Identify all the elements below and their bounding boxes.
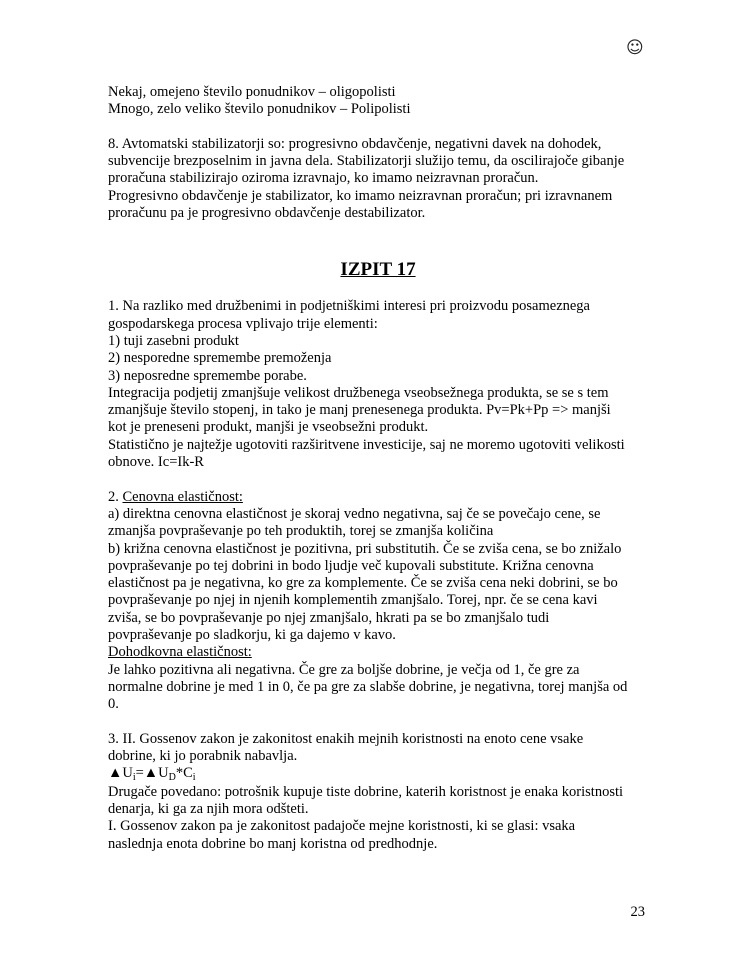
page-content: [108, 84, 648, 853]
text-line: denarja, ki ga za njih mora odšteti.: [108, 800, 309, 817]
q2-body: [108, 506, 648, 644]
text-line: Progresivno obdavčenje je stabilizator, ko imamo neizravnan proračun; pri izravnanem: [108, 187, 613, 204]
text-line: kot je preneseni produkt, manjši je vseobsežni produkt.: [108, 419, 429, 436]
q3-body: [108, 784, 648, 853]
text-line: naslednja enota dobrine bo manj koristna od predhodnje.: [108, 835, 438, 852]
paragraph-gap: [108, 119, 648, 136]
exam-heading-text: IZPIT 17: [340, 259, 416, 281]
formula-part: =▲U: [135, 765, 169, 782]
text-line: zmanjšuje število stopenj, in tako je manj prenesenega produkta. Pv=Pk+Pp => manjši: [108, 402, 611, 419]
q2-heading-underlined: Cenovna elastičnost:: [122, 488, 243, 505]
text-line: a) direktna cenovna elastičnost je skoraj vedno negativna, saj če se povečajo cene, se: [108, 505, 601, 522]
text-line: normalne dobrine je med 1 in 0, če pa gre za slabše dobrine, je negativna, torej manjša od: [108, 678, 628, 695]
text-line: proračuna stabilizirajo oziroma izravnajo, ko imamo neizravnan proračun.: [108, 170, 539, 187]
text-line: obnove. Ic=Ik-R: [108, 454, 204, 471]
formula-subscript: D: [168, 772, 176, 784]
text-line: zviša, se bo povpraševanje po njej zmanjšalo, hkrati pa se bo zmanjšalo tudi: [108, 609, 550, 626]
paragraph-q3-gossen: [108, 731, 648, 853]
text-line: povpraševanje po njej in njenih komplementih zmanjšalo. Torej, npr. če se cena kavi: [108, 592, 598, 609]
text-line: povpraševanje po tej dobrini in bodo ljudje več kupovali substitute. Križna cenovna: [108, 557, 594, 574]
paragraph-gap: [108, 471, 648, 488]
text-line: 0.: [108, 696, 119, 713]
text-line: povpraševanje po sladkorju, ki ga dajemo v kavo.: [108, 627, 396, 644]
formula-part: *C: [175, 765, 193, 782]
text-line: Mnogo, zelo veliko število ponudnikov – Polipolisti: [108, 101, 411, 118]
text-line: I. Gossenov zakon pa je zakonitost padajoče mejne koristnosti, ki se glasi: vsaka: [108, 818, 576, 835]
gossen-formula: [108, 765, 648, 783]
text-line: Drugače povedano: potrošnik kupuje tiste dobrine, katerih koristnost je enaka koristnosti: [108, 783, 624, 800]
paragraph-q1-interests: [108, 298, 648, 471]
text-line: b) križna cenovna elastičnost je pozitivna, pri substitutih. Če se zviša cena, se bo znižalo: [108, 540, 622, 557]
paragraph-q8-stabilizers: [108, 136, 648, 222]
text-line: dobrine, ki jo porabnik nabavlja.: [108, 748, 298, 765]
text-line: Statistično je najtežje ugotoviti razširitvene investicije, saj ne moremo ugotoviti velikosti: [108, 436, 625, 453]
exam-heading: [108, 258, 648, 282]
text-line: Integracija podjetij zmanjšuje velikost družbenega vseobsežnega produkta, se se s tem: [108, 384, 609, 401]
text-line: 1. Na razliko med družbenimi in podjetniškimi interesi pri proizvodu posameznega: [108, 298, 590, 315]
text-line: 8. Avtomatski stabilizatorji so: progresivno obdavčenje, negativni davek na dohodek,: [108, 135, 602, 152]
q2-heading-line: [108, 489, 648, 506]
text-line: zmanjša povpraševanje po teh produktih, torej se zmanjša količina: [108, 523, 494, 540]
q2-number: 2.: [108, 488, 123, 505]
text-line: proračunu pa je progresivno obdavčenje destabilizator.: [108, 205, 426, 222]
text-line: Nekaj, omejeno število ponudnikov – oligopolisti: [108, 84, 396, 100]
text-line: 2) nesporedne spremembe premoženja: [108, 350, 332, 367]
text-line: Je lahko pozitivna ali negativna. Če gre za boljše dobrine, je večja od 1, če gre za: [108, 661, 580, 678]
text-line: 3. II. Gossenov zakon je zakonitost enakih mejnih koristnosti na enoto cene vsake: [108, 730, 584, 747]
paragraph-q2-elasticity: [108, 489, 648, 714]
smiley-icon: ☺: [626, 38, 644, 58]
formula-part: ▲U: [108, 765, 133, 782]
text-line: 1) tuji zasebni produkt: [108, 332, 239, 349]
income-elasticity-body: [108, 662, 648, 714]
formula-subscript: i: [192, 772, 196, 784]
page-number: 23: [630, 904, 645, 920]
income-elasticity-heading-line: [108, 644, 648, 661]
text-line: 3) neposredne spremembe porabe.: [108, 367, 307, 384]
formula-subscript: i: [132, 772, 136, 784]
income-elasticity-heading: Dohodkovna elastičnost:: [108, 644, 252, 661]
text-line: elastičnost pa je negativna, ko gre za komplemente. Če se zviša cena neki dobrini, se bo: [108, 575, 618, 592]
q3-intro: [108, 731, 648, 766]
paragraph-gap: [108, 714, 648, 731]
text-line: gospodarskega procesa vplivajo trije elementi:: [108, 315, 378, 332]
paragraph-suppliers: [108, 84, 648, 119]
text-line: subvencije brezposelnim in javna dela. Stabilizatorji služijo temu, da oscilirajoče gibanje: [108, 153, 625, 170]
